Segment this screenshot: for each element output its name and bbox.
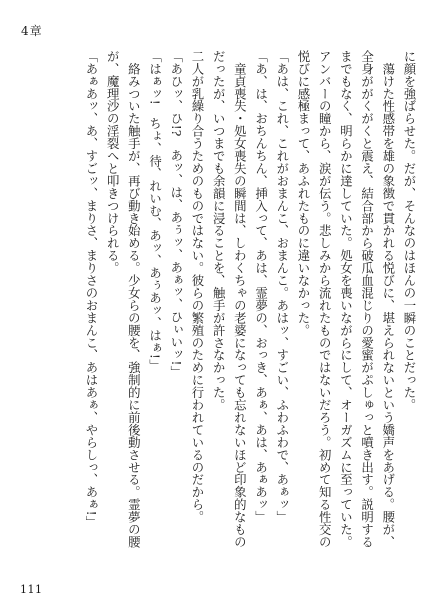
text-line: 「あひッ、ひ!? あッ、は、あぅッ、あぁッ、ひぃいッ!」	[168, 50, 184, 379]
text-line: に顔を強ばらせた。だが、そんなのはほんの一瞬のことだった。	[402, 50, 417, 412]
text-line: アンバーの瞳から、涙が伝う。悲しみから流れたものではないだろう。初めて知る性交の	[317, 50, 333, 548]
text-line: 「あぁあッ、あ、すごッ、まりさ、まりさのおまんこ、あはあぁ、やらしっ、あぁ!」	[83, 50, 99, 529]
text-line: 全身ががくがくと震え、結合部から破瓜血混じりの愛蜜がぷしゅっと噴き出す。説明する	[359, 50, 375, 548]
text-line: が、魔理沙の淫裂へと叩きつけられる。	[105, 50, 121, 275]
text-line: 童貞喪失・処女喪失の瞬間は、しわくちゃの老婆になっても忘れないほど印象的なもの	[232, 50, 248, 548]
text-line: だったが、いつまでも余韻に浸ることを、触手が許さなかった。	[211, 50, 227, 412]
chapter-label: 4章	[21, 24, 43, 38]
text-line: 蕩けた性感帯を雄の象徴で貫かれる悦びに、堪えられないという嬌声をあげる。腰が、	[380, 50, 396, 548]
text-line: 「あ、は、おちんちん、挿入って、あは、霊夢の、おっき、あぁ、あは、あぁあッ」	[253, 50, 269, 524]
text-line: までもなく、明らかに達していた。処女を喪いながらにして、オーガズムに至っていた。	[338, 50, 354, 548]
text-line: 「はぁッ! ちょ、待、れいむ、あッ、あぅあッ、はぁ!」	[147, 50, 163, 372]
text-line: 悦びに感極まって、あふれたものに違いなかった。	[295, 50, 311, 337]
text-line: 絡みついた触手が、再び動き始める。少女らの腰を、強制的に前後動させる。霊夢の腰	[126, 50, 142, 548]
text-line: 「あは、これ、これがおまんこ、おまんこ。あはッ、すごい、ふわふわで、あぁッ」	[274, 50, 290, 524]
text-line: 二人が乳繰り合うためのものではない。彼らの繁殖のために行われているのだから。	[189, 50, 205, 524]
page-number: 111	[20, 583, 43, 596]
body-text	[20, 50, 420, 580]
